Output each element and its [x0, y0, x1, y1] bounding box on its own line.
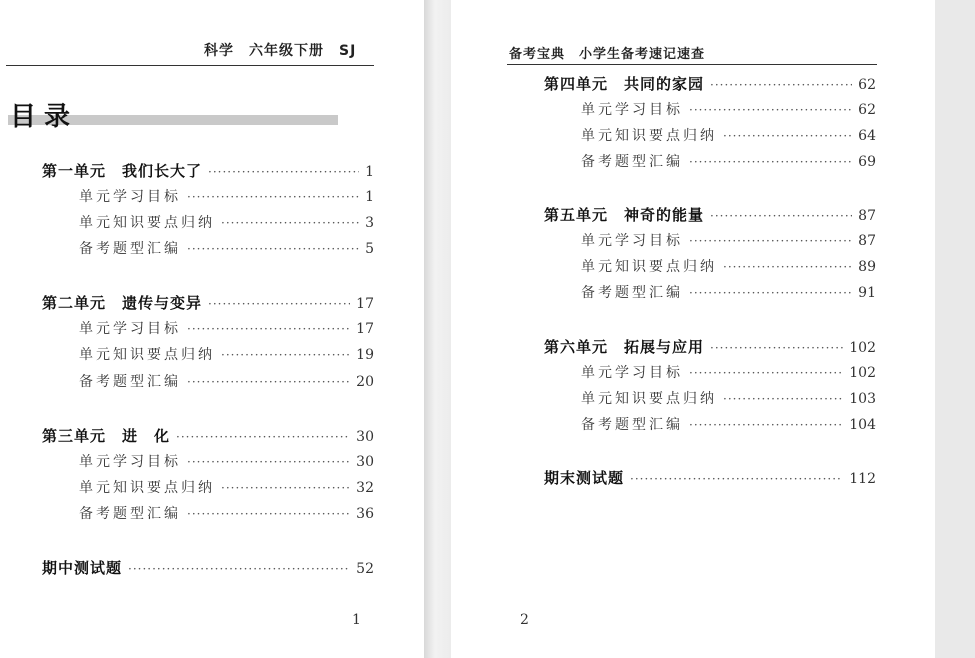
entry-label: 第四单元 共同的家园 [544, 75, 705, 93]
entry-page: 19 [356, 347, 374, 363]
toc-entry-unit-5[interactable] [544, 204, 876, 226]
entry-page: 103 [849, 391, 876, 407]
leader-dots [689, 234, 852, 248]
entry-label: 单元知识要点归纳 [581, 128, 717, 144]
entry-label: 单元知识要点归纳 [79, 215, 215, 231]
entry-label: 单元学习目标 [79, 321, 181, 337]
toc-entry-sub[interactable] [79, 477, 374, 499]
leader-dots [689, 103, 852, 117]
leader-dots [689, 366, 843, 380]
leader-dots [187, 507, 350, 521]
entry-label: 单元知识要点归纳 [581, 259, 717, 275]
toc-entry-final-exam[interactable] [544, 467, 876, 489]
entry-page: 20 [356, 374, 374, 390]
leader-dots [689, 286, 852, 300]
toc-entry-sub[interactable] [79, 451, 374, 473]
entry-label: 备考题型汇编 [581, 285, 683, 301]
entry-page: 62 [858, 102, 876, 118]
entry-label: 单元学习目标 [581, 233, 683, 249]
leader-dots [710, 209, 852, 223]
entry-label: 备考题型汇编 [581, 154, 683, 170]
entry-page: 87 [858, 233, 876, 249]
leader-dots [723, 129, 852, 143]
entry-label: 第一单元 我们长大了 [42, 162, 203, 180]
toc-entry-unit-6[interactable] [544, 336, 876, 358]
entry-page: 3 [365, 215, 374, 231]
page-number: 1 [352, 612, 361, 628]
leader-dots [221, 216, 359, 230]
entry-page: 112 [849, 471, 876, 487]
leader-dots [221, 348, 350, 362]
leader-dots [689, 155, 852, 169]
entry-label: 备考题型汇编 [581, 417, 683, 433]
toc-entry-unit-3[interactable] [42, 425, 374, 447]
entry-page: 91 [858, 285, 876, 301]
entry-label: 第五单元 神奇的能量 [544, 206, 705, 224]
toc-entry-sub[interactable] [79, 238, 374, 260]
entry-label: 单元知识要点归纳 [79, 347, 215, 363]
entry-page: 30 [356, 429, 374, 445]
leader-dots [187, 322, 350, 336]
entry-page: 36 [356, 506, 374, 522]
toc-entry-unit-4[interactable] [544, 73, 876, 95]
running-header-right: 备考宝典 小学生备考速记速查 [509, 47, 706, 62]
entry-label: 第六单元 拓展与应用 [544, 338, 705, 356]
toc-entry-sub[interactable] [581, 230, 876, 252]
toc-entry-sub[interactable] [79, 371, 374, 393]
leader-dots [723, 260, 852, 274]
toc-entry-sub[interactable] [581, 151, 876, 173]
entry-label: 备考题型汇编 [79, 374, 181, 390]
entry-page: 89 [858, 259, 876, 275]
entry-page: 1 [365, 189, 374, 205]
toc-entry-sub[interactable] [581, 282, 876, 304]
toc-entry-unit-2[interactable] [42, 292, 374, 314]
right-page [451, 0, 935, 658]
toc-entry-sub[interactable] [581, 125, 876, 147]
leader-dots [128, 562, 350, 576]
entry-page: 104 [849, 417, 876, 433]
entry-page: 52 [356, 561, 374, 577]
entry-label: 备考题型汇编 [79, 506, 181, 522]
leader-dots [187, 455, 350, 469]
leader-dots [689, 418, 843, 432]
leader-dots [630, 472, 843, 486]
leader-dots [187, 190, 359, 204]
viewer-background [935, 0, 975, 658]
leader-dots [221, 481, 350, 495]
entry-page: 17 [356, 321, 374, 337]
entry-label: 备考题型汇编 [79, 241, 181, 257]
toc-entry-midterm[interactable] [42, 557, 374, 579]
entry-label: 期末测试题 [544, 469, 625, 487]
toc-entry-unit-1[interactable] [42, 160, 374, 182]
entry-page: 64 [858, 128, 876, 144]
toc-entry-sub[interactable] [79, 503, 374, 525]
toc-entry-sub[interactable] [581, 388, 876, 410]
entry-page: 62 [858, 77, 876, 93]
entry-page: 69 [858, 154, 876, 170]
entry-label: 单元知识要点归纳 [581, 391, 717, 407]
toc-heading: 目录 [10, 102, 79, 132]
entry-label: 单元学习目标 [581, 365, 683, 381]
toc-entry-sub[interactable] [581, 256, 876, 278]
entry-label: 单元学习目标 [581, 102, 683, 118]
leader-dots [176, 430, 350, 444]
leader-dots [208, 165, 359, 179]
toc-entry-sub[interactable] [79, 212, 374, 234]
toc-entry-sub[interactable] [79, 318, 374, 340]
entry-page: 102 [849, 365, 876, 381]
leader-dots [723, 392, 843, 406]
header-rule [6, 65, 374, 66]
entry-label: 期中测试题 [42, 559, 123, 577]
leader-dots [208, 297, 350, 311]
running-header-left: 科学 六年级下册 SJ [204, 43, 357, 59]
entry-page: 1 [365, 164, 374, 180]
left-page [0, 0, 424, 658]
page-number: 2 [520, 612, 529, 628]
toc-entry-sub[interactable] [581, 414, 876, 436]
toc-entry-sub[interactable] [79, 344, 374, 366]
toc-entry-sub[interactable] [581, 362, 876, 384]
entry-page: 102 [849, 340, 876, 356]
leader-dots [187, 242, 359, 256]
header-rule [507, 64, 877, 65]
entry-page: 32 [356, 480, 374, 496]
toc-entry-sub[interactable] [79, 186, 374, 208]
toc-entry-sub[interactable] [581, 99, 876, 121]
entry-label: 单元知识要点归纳 [79, 480, 215, 496]
leader-dots [187, 375, 350, 389]
entry-page: 17 [356, 296, 374, 312]
entry-page: 5 [365, 241, 374, 257]
entry-page: 87 [858, 208, 876, 224]
leader-dots [710, 341, 843, 355]
book-gutter [424, 0, 451, 658]
leader-dots [710, 78, 852, 92]
entry-label: 单元学习目标 [79, 189, 181, 205]
entry-label: 第二单元 遗传与变异 [42, 294, 203, 312]
entry-label: 第三单元 进 化 [42, 427, 171, 445]
entry-page: 30 [356, 454, 374, 470]
entry-label: 单元学习目标 [79, 454, 181, 470]
